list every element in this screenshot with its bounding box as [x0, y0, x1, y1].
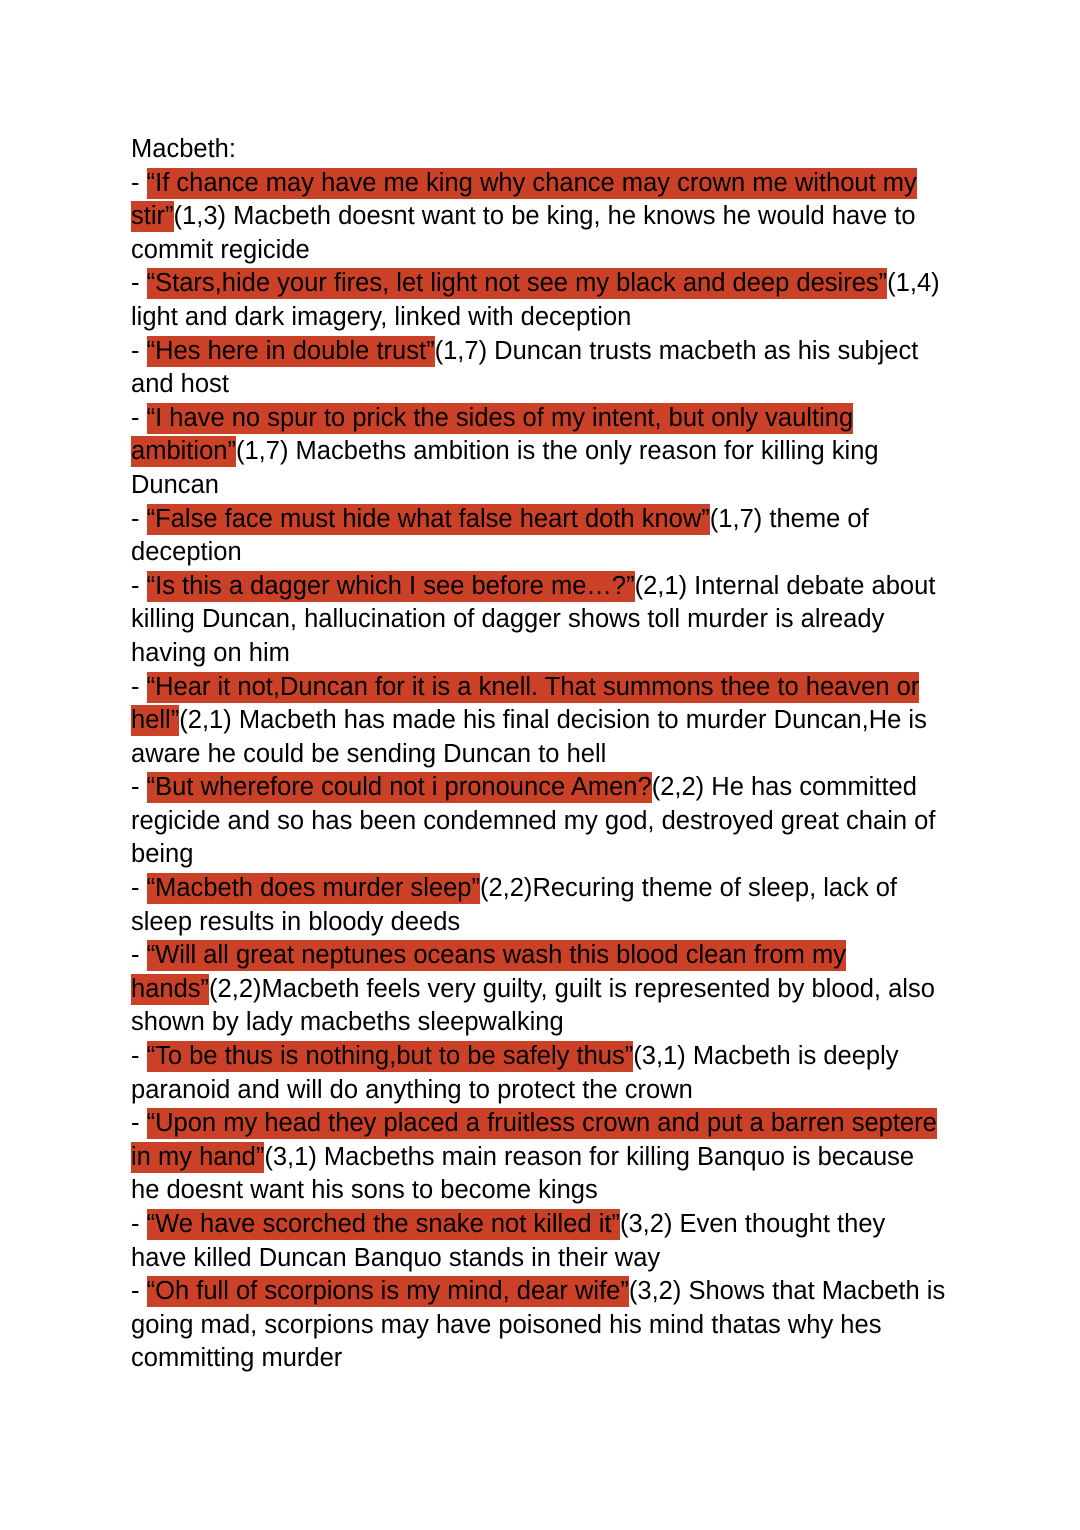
highlighted-quote: “Stars,hide your fires, let light not see my black and deep desires” — [146, 269, 888, 298]
highlighted-quote: “Hear it not,Duncan for it is a knell. That summons thee to heaven or hell” — [131, 672, 920, 735]
entry-bullet: - — [131, 941, 147, 970]
quote-entry — [131, 571, 935, 667]
entry-bullet: - — [131, 1042, 147, 1071]
entry-bullet: - — [131, 504, 147, 533]
entry-bullet: - — [131, 571, 147, 600]
entry-commentary: He has committed regicide and so has been condemned my god, destroyed great chain of being — [131, 773, 936, 869]
entry-commentary: light and dark imagery, linked with deception — [131, 302, 632, 331]
highlighted-quote: “We have scorched the snake not killed it” — [146, 1210, 620, 1238]
act-scene-citation: (1,7) — [235, 437, 289, 466]
act-scene-citation: (1,4) — [887, 269, 940, 298]
entry-commentary: Internal debate about killing Duncan, hallucination of dagger shows toll murder is already having on him — [131, 571, 936, 667]
entry-bullet: - — [131, 336, 147, 365]
entry-bullet: - — [131, 403, 147, 432]
act-scene-citation: (3,2) — [628, 1277, 682, 1306]
highlighted-quote: “Macbeth does murder sleep” — [146, 874, 480, 903]
quote-entry — [131, 772, 935, 868]
quote-entry — [131, 504, 869, 567]
entry-bullet: - — [131, 874, 147, 903]
entry-bullet: - — [131, 1210, 147, 1238]
act-scene-citation: (3,1) — [264, 1142, 317, 1171]
entry-commentary: Recuring theme of sleep, lack of sleep results in bloody deeds — [131, 874, 898, 936]
act-scene-citation: (1,3) — [173, 202, 227, 231]
quote-entry-list — [131, 168, 945, 1373]
highlighted-quote: “Will all great neptunes oceans wash this blood clean from my hands” — [131, 941, 846, 1003]
act-scene-citation: (2,2) — [651, 773, 705, 802]
act-scene-citation: (1,7) — [709, 504, 763, 533]
quote-entry — [131, 1108, 937, 1204]
entry-commentary: Even thought they have killed Duncan Banquo stands in their way — [131, 1210, 886, 1272]
highlighted-quote: “To be thus is nothing,but to be safely thus” — [146, 1042, 634, 1071]
entry-bullet: - — [131, 168, 147, 197]
act-scene-citation: (3,2) — [619, 1210, 673, 1238]
entry-bullet: - — [131, 1277, 147, 1306]
highlighted-quote: “False face must hide what false heart doth know” — [146, 504, 710, 533]
act-scene-citation: (2,1) — [634, 571, 688, 600]
entry-bullet: - — [131, 773, 147, 802]
act-scene-citation: (2,2) — [209, 974, 262, 1003]
entry-bullet: - — [131, 1109, 147, 1138]
highlighted-quote: “But wherefore could not i pronounce Amen? — [146, 773, 652, 802]
quote-entry — [131, 1209, 885, 1272]
quote-entry — [131, 873, 897, 936]
quote-entry — [131, 168, 917, 264]
highlighted-quote: “Is this a dagger which I see before me…?” — [146, 571, 635, 600]
entry-commentary: Macbeth has made his final decision to murder Duncan,He is aware he could be sending Duncan to hell — [131, 706, 927, 768]
entry-commentary: Macbeth feels very guilty, guilt is represented by blood, also shown by lady macbeths sleepwalking — [131, 974, 935, 1037]
highlighted-quote: “I have no spur to prick the sides of my intent, but only vaulting ambition” — [131, 403, 854, 466]
entry-commentary: Macbeths main reason for killing Banquo is because he doesnt want his sons to become kings — [131, 1142, 915, 1205]
entry-bullet: - — [131, 269, 147, 298]
quote-entry — [131, 336, 918, 399]
highlighted-quote: “If chance may have me king why chance may crown me without my stir” — [131, 168, 917, 231]
entry-commentary: Shows that Macbeth is going mad, scorpions may have poisoned his mind thatas why hes committing murder — [131, 1277, 946, 1373]
quote-entry — [131, 403, 879, 499]
entry-commentary: Macbeth is deeply paranoid and will do anything to protect the crown — [131, 1042, 899, 1104]
quote-entry — [131, 672, 927, 768]
highlighted-quote: “Hes here in double trust” — [146, 336, 435, 365]
quote-entry — [131, 268, 940, 331]
entry-bullet: - — [131, 672, 147, 701]
quote-entry — [131, 940, 935, 1036]
act-scene-citation: (2,1) — [179, 706, 232, 735]
entry-commentary: theme of deception — [131, 504, 869, 567]
highlighted-quote: “Oh full of scorpions is my mind, dear wife” — [146, 1277, 629, 1306]
entry-commentary: Duncan trusts macbeth as his subject and host — [131, 336, 919, 399]
notes-body — [131, 133, 947, 1376]
act-scene-citation: (1,7) — [434, 336, 488, 365]
highlighted-quote: “Upon my head they placed a fruitless crown and put a barren septere in my hand” — [131, 1109, 937, 1171]
entry-commentary: Macbeths ambition is the only reason for killing king Duncan — [131, 437, 879, 499]
page-title: Macbeth: — [131, 135, 236, 163]
quote-entry — [131, 1041, 899, 1104]
entry-commentary: Macbeth doesnt want to be king, he knows he would have to commit regicide — [131, 202, 916, 264]
act-scene-citation: (3,1) — [633, 1042, 686, 1071]
act-scene-citation: (2,2) — [479, 874, 533, 903]
quote-entry — [131, 1276, 945, 1372]
